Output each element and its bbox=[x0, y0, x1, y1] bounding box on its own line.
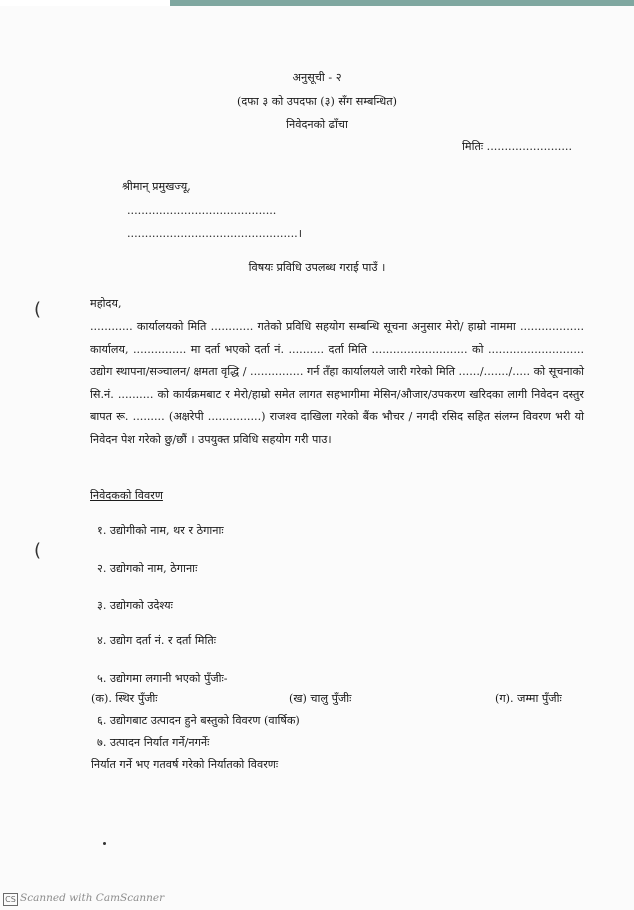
greeting: महोदय, bbox=[90, 297, 122, 310]
scan-top-edge bbox=[0, 0, 634, 6]
applicant-section-heading: निवेदकको विवरण bbox=[90, 489, 163, 502]
scan-speck bbox=[103, 842, 106, 845]
applicant-item-2: २. उद्योगको नाम, ठेगानाः bbox=[97, 562, 198, 575]
applicant-item-7: ७. उत्पादन निर्यात गर्ने/नगर्नेः bbox=[97, 736, 210, 749]
applicant-item-6: ६. उद्योगबाट उत्पादन हुने बस्तुको विवरण (वार्षिक) bbox=[97, 714, 300, 727]
schedule-heading: अनुसूची - २ bbox=[292, 71, 342, 84]
total-capital: (ग). जम्मा पुँजीः bbox=[495, 692, 562, 705]
camscanner-logo: CS bbox=[3, 893, 18, 906]
addressee-line-2: ................................................। bbox=[127, 227, 302, 240]
scan-hole-mark: ( bbox=[34, 540, 42, 561]
application-body: ............ कार्यालयको मिति ............ गतेको प्रविधि सहयोग सम्बन्धि सूचना अनुसार मेरो/ हाम्रो नाममा .................. कार्यालय, ............... मा दर्ता भएको दर्ता नं. .......... दर्ता मिति ........................... को ........................... उद्योग स्थापना/सञ्चालन/ क्षमता वृद्धि / ............... गर्न तँहा कार्यालयले जारी गरेको मिति ....../......./..... को सूचनाको सि.नं. .......... को कार्यक्रमबाट र मेरो/हाम्रो समेत लागत सहभागीमा मेसिन/औजार/उपकरण खरिदका लागी निवेदन दस्तुर बापत रू. ......... (अक्षरेपी ...............) राजश्व दाखिला गरेको बैंक भौचर / नगदी रसिद सहित संलग्न विवरण भरी यो निवेदन पेश गरेको छु/छौं । उपयुक्त प्रविधि सहयोग गरी पाउ। bbox=[90, 320, 584, 446]
clause-reference: (दफा ३ को उपदफा (३) सँग सम्बन्धित) bbox=[236, 95, 398, 108]
applicant-item-3: ३. उद्योगको उदेश्यः bbox=[97, 599, 173, 612]
fixed-capital: (क). स्थिर पुँजीः bbox=[91, 692, 158, 705]
subject-line: विषयः प्रविधि उपलब्ध गराई पाउँ । bbox=[248, 261, 386, 274]
camscanner-watermark: Scanned with CamScanner bbox=[20, 892, 165, 904]
addressee-line-1: .......................................... bbox=[127, 204, 277, 217]
export-detail: निर्यात गर्ने भए गतवर्ष गरेको निर्यातको विवरणः bbox=[91, 758, 279, 771]
applicant-item-4: ४. उद्योग दर्ता नं. र दर्ता मितिः bbox=[97, 634, 216, 647]
form-title: निवेदनको ढाँचा bbox=[286, 118, 348, 131]
addressee-salutation: श्रीमान् प्रमुखज्यू, bbox=[122, 180, 191, 193]
applicant-item-1: १. उद्योगीको नाम, थर र ठेगानाः bbox=[97, 524, 224, 537]
applicant-item-5: ५. उद्योगमा लगानी भएको पुँजीः- bbox=[97, 672, 228, 685]
working-capital: (ख) चालु पुँजीः bbox=[289, 692, 352, 705]
scan-hole-mark: ( bbox=[34, 299, 42, 320]
date-line: मितिः ........................ bbox=[462, 140, 573, 153]
